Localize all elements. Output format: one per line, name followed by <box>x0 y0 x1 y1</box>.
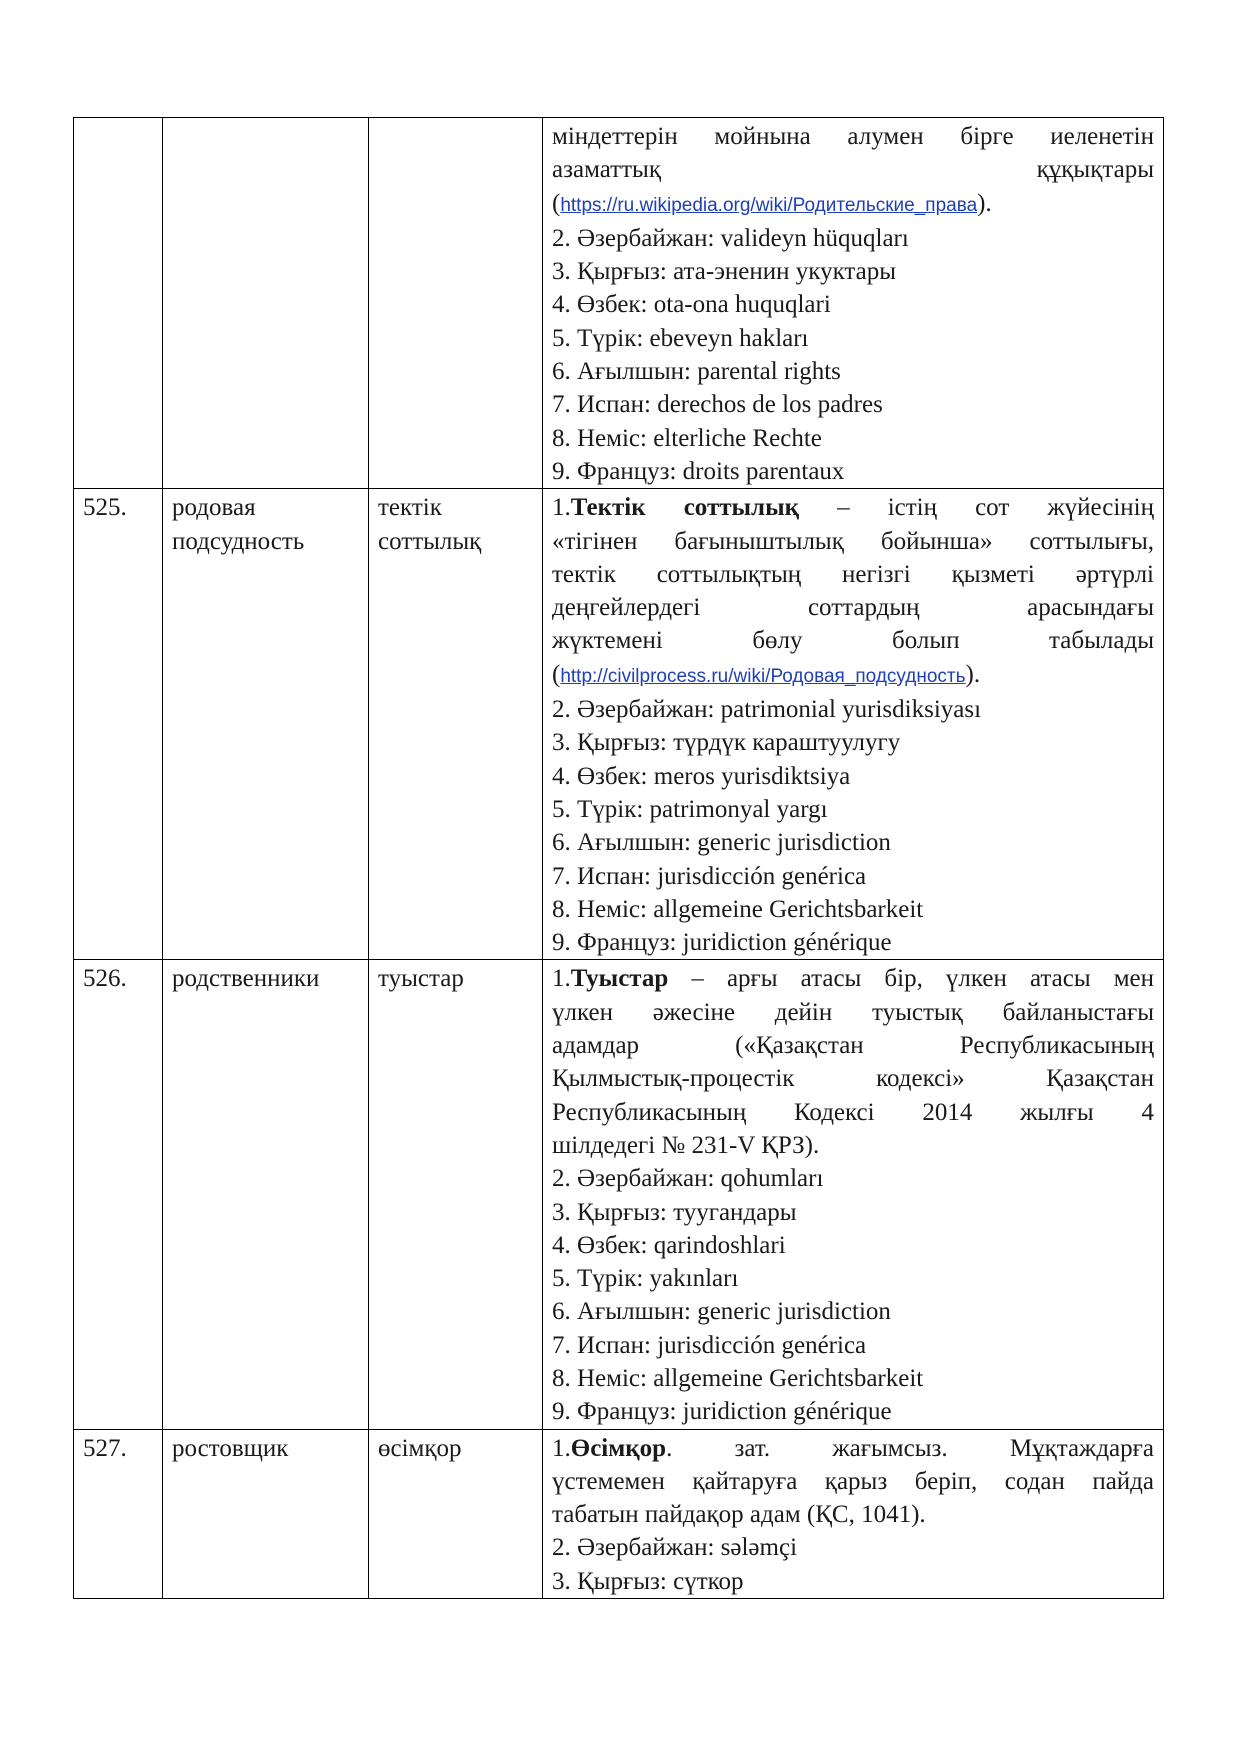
definition-line: Қылмыстық-процестік кодексі» Қазақстан <box>552 1065 1154 1093</box>
translation-line: 9. Француз: juridiction générique <box>552 929 892 957</box>
table-row <box>74 1429 1164 1598</box>
translation-line: 3. Қырғыз: түрдүк караштуулугу <box>552 729 901 757</box>
definition-cell <box>543 960 1164 1429</box>
definition-line: тектік соттылықтың негізгі қызметі әртүрлі <box>552 560 1154 588</box>
definition-line: 1.Туыстар – арғы атасы бір, үлкен атасы мен <box>552 965 1154 993</box>
kazakh-term: өсімқор <box>369 1429 543 1598</box>
translation-line: 9. Француз: juridiction générique <box>552 1398 892 1426</box>
translation-line: 2. Әзербайжан: qohumları <box>552 1165 824 1193</box>
table-row <box>74 489 1164 960</box>
translation-line: 8. Неміс: elterliche Rechte <box>552 424 822 452</box>
translation-line: 3. Қырғыз: ата-эненин укуктары <box>552 258 897 286</box>
definition-cell <box>543 489 1164 960</box>
translation-line: 7. Испан: jurisdicción genérica <box>552 1331 867 1359</box>
definition-cell <box>543 118 1164 489</box>
source-line: (http://civilprocess.ru/wiki/Родовая_подсудность). <box>552 660 981 688</box>
russian-term: ростовщик <box>163 1429 369 1598</box>
translation-line: 7. Испан: derechos de los padres <box>552 391 883 419</box>
definition-line: Республикасының Кодексі 2014 жылғы 4 <box>552 1098 1154 1126</box>
definition-line: шілдедегі № 231-V ҚРЗ). <box>552 1131 820 1159</box>
entry-number: 526. <box>74 960 163 1429</box>
translation-line: 6. Ағылшын: parental rights <box>552 358 841 386</box>
translation-line: 7. Испан: jurisdicción genérica <box>552 862 867 890</box>
entry-number <box>74 118 163 489</box>
definition-line: адамдар («Қазақстан Республикасының <box>552 1032 1154 1060</box>
russian-term: родовая подсудность <box>163 489 369 960</box>
defined-term: Туыстар <box>570 965 669 993</box>
entry-number: 527. <box>74 1429 163 1598</box>
source-line: (https://ru.wikipedia.org/wiki/Родительские_права). <box>552 189 992 217</box>
translation-line: 8. Неміс: allgemeine Gerichtsbarkeit <box>552 895 924 923</box>
table-row <box>74 118 1164 489</box>
translation-line: 8. Неміс: allgemeine Gerichtsbarkeit <box>552 1364 924 1392</box>
russian-term: родственники <box>163 960 369 1429</box>
translation-line: 2. Әзербайжан: valideyn hüquqları <box>552 224 909 252</box>
definition-line: үлкен әжесіне дейін туыстық байланыстағы <box>552 998 1154 1026</box>
translation-line: 5. Түрік: patrimonyal yargı <box>552 795 828 823</box>
definition-line: үстемемен қайтаруға қарыз беріп, содан пайда <box>552 1467 1154 1495</box>
definition-cell <box>543 1429 1164 1598</box>
defined-term: Тектік соттылық <box>570 494 799 522</box>
translation-line: 2. Әзербайжан: patrimonial yurisdiksiyası <box>552 696 982 724</box>
dictionary-table <box>73 117 1164 1599</box>
translation-line: 3. Қырғыз: туугандары <box>552 1198 797 1226</box>
kazakh-term: туыстар <box>369 960 543 1429</box>
translation-line: 5. Түрік: yakınları <box>552 1265 739 1293</box>
translation-line: 5. Түрік: ebeveyn hakları <box>552 324 809 352</box>
defined-term: Өсімқор <box>570 1434 667 1462</box>
translation-line: 9. Француз: droits parentaux <box>552 457 845 485</box>
translation-line: 6. Ағылшын: generic jurisdiction <box>552 1298 891 1326</box>
translation-line: 4. Өзбек: qarindoshlari <box>552 1231 786 1259</box>
definition-line: азаматтық құқықтары <box>552 156 1154 184</box>
translation-line: 4. Өзбек: ota-ona huquqlari <box>552 291 831 319</box>
kazakh-term: тектік соттылық <box>369 489 543 960</box>
translation-line: 2. Әзербайжан: sələmçi <box>552 1534 798 1562</box>
definition-line: табатын пайдақор адам (ҚС, 1041). <box>552 1501 926 1529</box>
translation-line: 3. Қырғыз: сүткор <box>552 1567 744 1595</box>
source-link[interactable]: https://ru.wikipedia.org/wiki/Родительские_права <box>560 194 978 216</box>
entry-number: 525. <box>74 489 163 960</box>
translation-line: 6. Ағылшын: generic jurisdiction <box>552 829 891 857</box>
translation-line: 4. Өзбек: meros yurisdiktsiya <box>552 762 851 790</box>
definition-line: жүктемені бөлу болып табылады <box>552 627 1154 655</box>
definition-line: «тігінен бағыныштылық бойынша» соттылығы, <box>552 527 1154 555</box>
russian-term <box>163 118 369 489</box>
definition-line: деңгейлердегі соттардың арасындағы <box>552 594 1154 622</box>
kazakh-term <box>369 118 543 489</box>
definition-line: 1.Өсімқор. зат. жағымсыз. Мұқтаждарға <box>552 1434 1154 1462</box>
definition-line: 1.Тектік соттылық – істің сот жүйесінің <box>552 494 1154 522</box>
definition-line: міндеттерін мойнына алумен бірге иеленетін <box>552 123 1154 150</box>
table-row <box>74 960 1164 1429</box>
source-link[interactable]: http://civilprocess.ru/wiki/Родовая_подсудность <box>560 665 966 687</box>
